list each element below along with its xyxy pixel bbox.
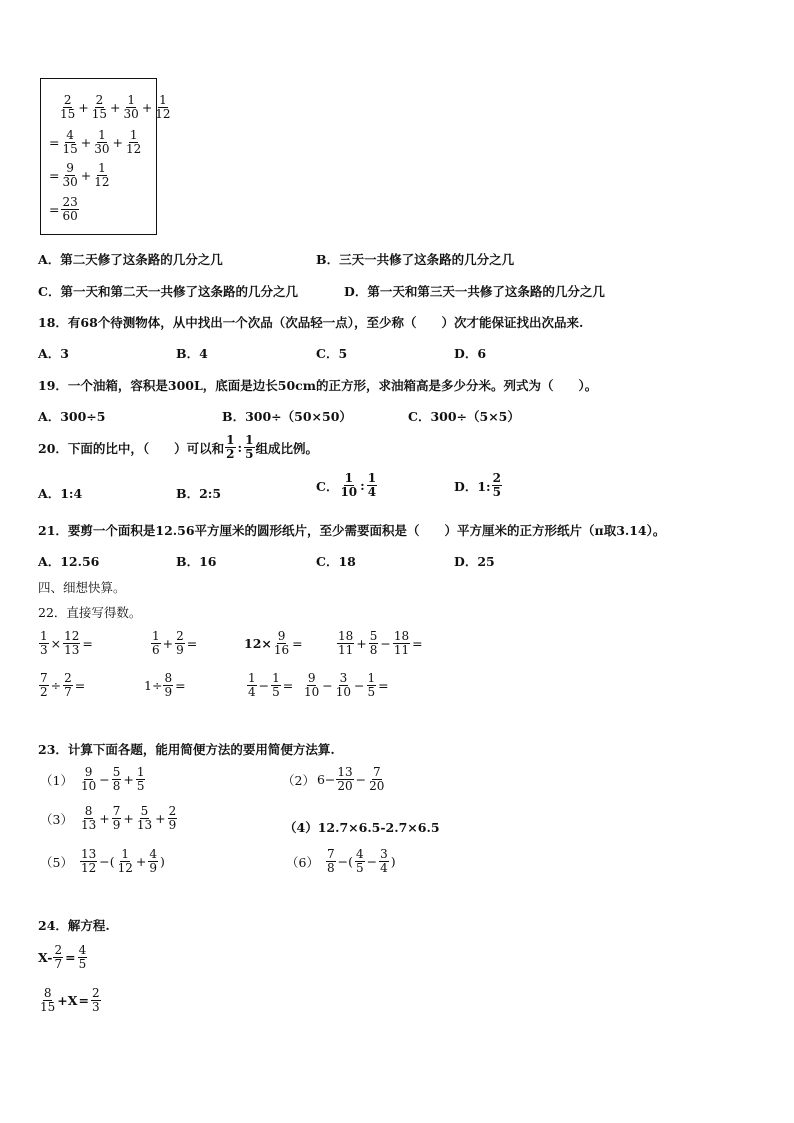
- fraction: $\frac{3}{4}$: [380, 847, 388, 875]
- q22-title: 22．直接写得数。: [38, 605, 142, 620]
- fraction: $\frac{1}{30}$: [123, 93, 139, 121]
- q23-problem-3: （3） $\frac{8}{13}$ + $\frac{7}{9}$ + $\frac{5}{13}$ + $\frac{2}{9}$: [40, 804, 177, 832]
- q21-text: 21．要剪一个面积是12.56平方厘米的圆形纸片，至少需要面积是（ ）平方厘米的正方形纸片（π取3.14）。: [38, 523, 666, 538]
- fraction: $\frac{2}{15}$: [60, 93, 76, 121]
- q22-expression-4: $\frac{18}{11}$ + $\frac{5}{8}$ − $\frac{18}{11}$ =: [338, 629, 423, 657]
- fraction: $\frac{5}{13}$: [136, 804, 153, 832]
- fraction: $\frac{23}{60}$: [62, 195, 78, 223]
- q20-option-a: A．1:4: [38, 486, 83, 501]
- fraction: $\frac{7}{2}$: [40, 671, 48, 699]
- fraction: $\frac{2}{15}$: [91, 93, 108, 121]
- fraction: $\frac{18}{11}$: [393, 629, 410, 657]
- fraction: $\frac{9}{10}$: [80, 765, 97, 793]
- fraction: $\frac{2}{7}$: [64, 671, 72, 699]
- fraction: $\frac{1}{10}$: [340, 471, 358, 499]
- q24-equation-1: X- $\frac{2}{7}$ = $\frac{4}{5}$: [38, 943, 87, 971]
- q24-title: 24．解方程.: [38, 918, 110, 933]
- q22-expression-5: $\frac{7}{2}$ ÷ $\frac{2}{7}$ =: [40, 671, 86, 699]
- q23-title: 23．计算下面各题，能用简便方法的要用简便方法算.: [38, 742, 335, 757]
- box-row-2: = $\frac{4}{15}$ + $\frac{1}{30}$ + $\frac{1}{12}$: [49, 128, 142, 156]
- fraction: $\frac{9}{16}$: [273, 629, 290, 657]
- q18-option-a: A．3: [38, 346, 69, 361]
- q21-option-c: C．18: [316, 554, 356, 569]
- q23-problem-4: （4） 12.7×6.5-2.7×6.5: [284, 819, 440, 835]
- fraction: $\frac{1}{2}$: [226, 433, 235, 461]
- q21-option-a: A．12.56: [38, 554, 100, 569]
- fraction: $\frac{5}{8}$: [112, 765, 121, 793]
- fraction: $\frac{1}{5}$: [272, 671, 280, 699]
- q24-equation-2: $\frac{8}{15}$ +X = $\frac{2}{3}$: [40, 986, 100, 1014]
- q17-option-d: D．第一天和第三天一共修了这条路的几分之几: [344, 284, 605, 299]
- q19-text: 19．一个油箱，容积是300L，底面是边长50cm的正方形，求油箱高是多少分米。列式为（ ）。: [38, 378, 598, 393]
- fraction: $\frac{12}{13}$: [64, 629, 80, 657]
- box-row-4: = $\frac{23}{60}$: [49, 195, 78, 223]
- q18-option-d: D．6: [454, 346, 487, 361]
- fraction: $\frac{7}{8}$: [326, 847, 335, 875]
- q17-option-c: C．第一天和第二天一共修了这条路的几分之几: [38, 284, 298, 299]
- fraction: $\frac{13}{12}$: [80, 847, 97, 875]
- fraction: $\frac{1}{4}$: [248, 671, 256, 699]
- fraction: $\frac{1}{12}$: [117, 847, 133, 875]
- q17-option-b: B．三天一共修了这条路的几分之几: [316, 252, 515, 267]
- fraction: $\frac{9}{10}$: [304, 671, 320, 699]
- fraction: $\frac{7}{20}$: [369, 765, 385, 793]
- section-heading: 四、细想快算。: [38, 580, 126, 595]
- fraction: $\frac{1}{3}$: [40, 629, 48, 657]
- fraction: $\frac{7}{9}$: [112, 804, 121, 832]
- q19-option-c: C．300÷（5×5）: [408, 409, 520, 424]
- fraction: $\frac{1}{5}$: [245, 433, 254, 461]
- q18-option-b: B．4: [176, 346, 208, 361]
- fraction: $\frac{8}{13}$: [80, 804, 97, 832]
- fraction: $\frac{13}{20}$: [337, 765, 353, 793]
- fraction: $\frac{1}{12}$: [155, 93, 171, 121]
- q19-option-b: B．300÷（50×50）: [222, 409, 352, 424]
- fraction: $\frac{1}{30}$: [94, 128, 110, 156]
- q20-option-c: C． $\frac{1}{10}$ : $\frac{1}{4}$: [316, 471, 377, 499]
- q23-problem-5: （5） $\frac{13}{12}$ −( $\frac{1}{12}$ + $\frac{4}{9}$ ): [40, 847, 165, 875]
- fraction: $\frac{2}{5}$: [492, 471, 502, 499]
- fraction: $\frac{1}{5}$: [367, 671, 376, 699]
- q20-option-d: D．1: $\frac{2}{5}$: [454, 471, 502, 499]
- fraction: $\frac{2}{9}$: [176, 629, 184, 657]
- fraction: $\frac{1}{12}$: [94, 161, 110, 189]
- q22-expression-3: 12× $\frac{9}{16}$ =: [244, 629, 303, 657]
- q18-option-c: C．5: [316, 346, 348, 361]
- fraction: $\frac{8}{9}$: [164, 671, 173, 699]
- q21-option-b: B．16: [176, 554, 217, 569]
- fraction: $\frac{4}{15}$: [62, 128, 78, 156]
- fraction: $\frac{2}{9}$: [168, 804, 177, 832]
- q17-option-a: A．第二天修了这条路的几分之几: [38, 252, 223, 267]
- fraction: $\frac{1}{5}$: [136, 765, 145, 793]
- fraction: $\frac{1}{12}$: [126, 128, 142, 156]
- fraction: $\frac{2}{3}$: [91, 986, 100, 1014]
- q22-expression-7: $\frac{1}{4}$ − $\frac{1}{5}$ =: [248, 671, 294, 699]
- q18-text: 18．有68个待测物体，从中找出一个次品（次品轻一点），至少称（ ）次才能保证找出次品来.: [38, 315, 584, 330]
- fraction: $\frac{9}{30}$: [62, 161, 78, 189]
- q23-problem-1: （1） $\frac{9}{10}$ − $\frac{5}{8}$ + $\frac{1}{5}$: [40, 765, 145, 793]
- q20-text: 20．下面的比中，（ ）可以和 $\frac{1}{2}$ : $\frac{1}{5}$ 组成比例。: [38, 433, 319, 461]
- fraction: $\frac{3}{10}$: [335, 671, 352, 699]
- fraction: $\frac{18}{11}$: [338, 629, 354, 657]
- q22-expression-2: $\frac{1}{6}$ + $\frac{2}{9}$ =: [152, 629, 198, 657]
- box-row-1: $\frac{2}{15}$ + $\frac{2}{15}$ + $\frac{1}{30}$ + $\frac{1}{12}$: [60, 93, 171, 121]
- q19-option-a: A．300÷5: [38, 409, 106, 424]
- q23-problem-2: （2） 6− $\frac{13}{20}$ − $\frac{7}{20}$: [282, 765, 385, 793]
- q22-expression-6: 1÷ $\frac{8}{9}$ =: [144, 671, 186, 699]
- fraction: $\frac{8}{15}$: [40, 986, 56, 1014]
- q22-expression-1: $\frac{1}{3}$ × $\frac{12}{13}$ =: [40, 629, 93, 657]
- fraction: $\frac{5}{8}$: [369, 629, 378, 657]
- q22-expression-8: $\frac{9}{10}$ − $\frac{3}{10}$ − $\frac{1}{5}$ =: [304, 671, 389, 699]
- fraction: $\frac{1}{6}$: [152, 629, 160, 657]
- fraction: $\frac{4}{9}$: [149, 847, 157, 875]
- q20-option-b: B．2:5: [176, 486, 222, 501]
- q23-problem-6: （6） $\frac{7}{8}$ −( $\frac{4}{5}$ − $\frac{3}{4}$ ): [286, 847, 396, 875]
- box-row-3: = $\frac{9}{30}$ + $\frac{1}{12}$: [49, 161, 110, 189]
- q21-option-d: D．25: [454, 554, 495, 569]
- fraction: $\frac{4}{5}$: [355, 847, 364, 875]
- fraction: $\frac{4}{5}$: [78, 943, 87, 971]
- fraction: $\frac{2}{7}$: [54, 943, 63, 971]
- fraction: $\frac{1}{4}$: [367, 471, 377, 499]
